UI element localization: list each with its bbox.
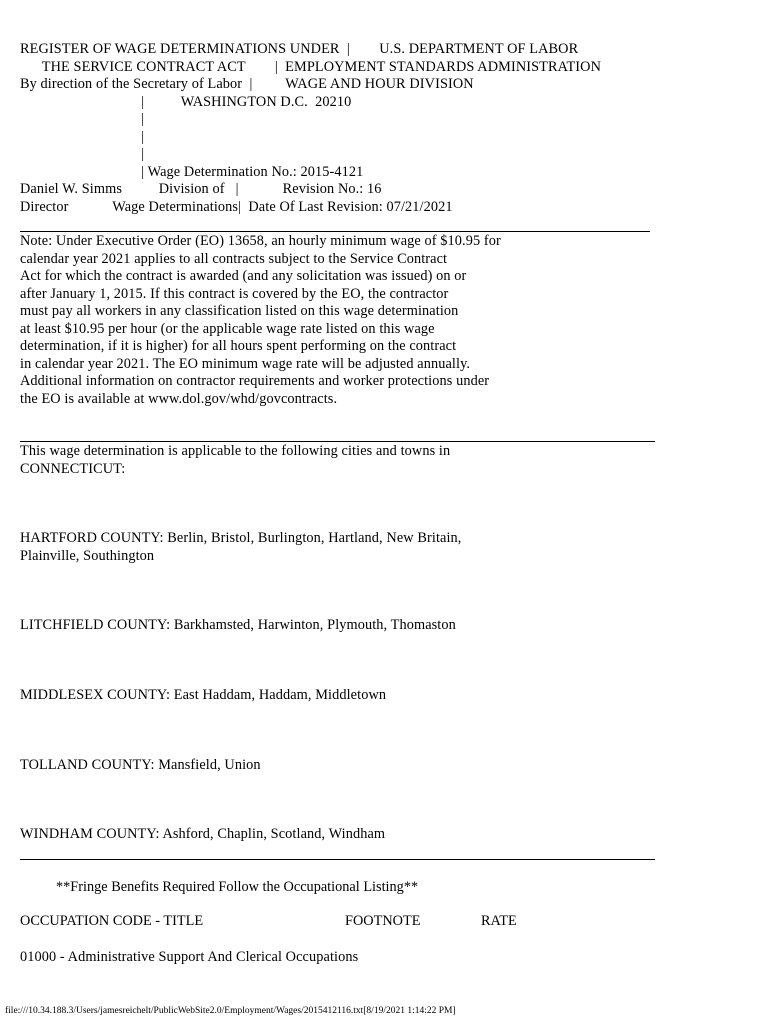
header-line: | WASHINGTON D.C. 20210 (20, 94, 352, 110)
county-hartford-cont: Plainville, Southington (20, 548, 155, 564)
note-line: the EO is available at www.dol.gov/whd/govcontracts. (20, 391, 338, 407)
divider (20, 231, 650, 232)
column-header-footnote: FOOTNOTE (345, 913, 421, 929)
file-path-footer: file:///10.34.188.3/Users/jamesreichelt/PublicWebSite2.0/Employment/Wages/2015412116.txt[8/19/2021 1:14:22 PM] (5, 1006, 456, 1016)
signatory-line: Daniel W. Simms Division of | Revision No.: 16 (20, 181, 382, 197)
occupation-group-title: 01000 - Administrative Support And Clerical Occupations (20, 949, 359, 965)
header-line: By direction of the Secretary of Labor | WAGE AND HOUR DIVISION (20, 76, 474, 92)
header-line: THE SERVICE CONTRACT ACT | EMPLOYMENT STANDARDS ADMINISTRATION (20, 59, 602, 75)
header-line: | (20, 146, 145, 162)
note-line: in calendar year 2021. The EO minimum wage rate will be adjusted annually. (20, 356, 471, 372)
fringe-benefits-note: **Fringe Benefits Required Follow the Occupational Listing** (56, 879, 419, 895)
revision-date-line: Director Wage Determinations| Date Of Last Revision: 07/21/2021 (20, 199, 453, 215)
note-line: at least $10.95 per hour (or the applicable wage rate listed on this wage (20, 321, 435, 337)
note-line: must pay all workers in any classification listed on this wage determination (20, 303, 459, 319)
county-middlesex: MIDDLESEX COUNTY: East Haddam, Haddam, Middletown (20, 687, 387, 703)
note-line: Act for which the contract is awarded (and any solicitation was issued) on or (20, 268, 467, 284)
note-line: determination, if it is higher) for all hours spent performing on the contract (20, 338, 457, 354)
header-line: | (20, 111, 145, 127)
applicability-line: CONNECTICUT: (20, 461, 126, 477)
county-litchfield: LITCHFIELD COUNTY: Barkhamsted, Harwinton, Plymouth, Thomaston (20, 617, 456, 633)
county-tolland: TOLLAND COUNTY: Mansfield, Union (20, 757, 261, 773)
note-line: Note: Under Executive Order (EO) 13658, an hourly minimum wage of $10.95 for (20, 233, 501, 249)
column-header-rate: RATE (481, 913, 517, 929)
note-line: calendar year 2021 applies to all contracts subject to the Service Contract (20, 251, 448, 267)
divider (20, 859, 655, 860)
wage-determination-number: | Wage Determination No.: 2015-4121 (20, 164, 364, 180)
column-header-occupation: OCCUPATION CODE - TITLE (20, 913, 204, 929)
divider (20, 441, 655, 442)
applicability-line: This wage determination is applicable to the following cities and towns in (20, 443, 451, 459)
header-line: | (20, 129, 145, 145)
county-hartford: HARTFORD COUNTY: Berlin, Bristol, Burlington, Hartland, New Britain, (20, 530, 462, 546)
note-line: Additional information on contractor requirements and worker protections under (20, 373, 490, 389)
county-windham: WINDHAM COUNTY: Ashford, Chaplin, Scotland, Windham (20, 826, 386, 842)
note-line: after January 1, 2015. If this contract is covered by the EO, the contractor (20, 286, 449, 302)
header-line: REGISTER OF WAGE DETERMINATIONS UNDER | U.S. DEPARTMENT OF LABOR (20, 41, 579, 57)
